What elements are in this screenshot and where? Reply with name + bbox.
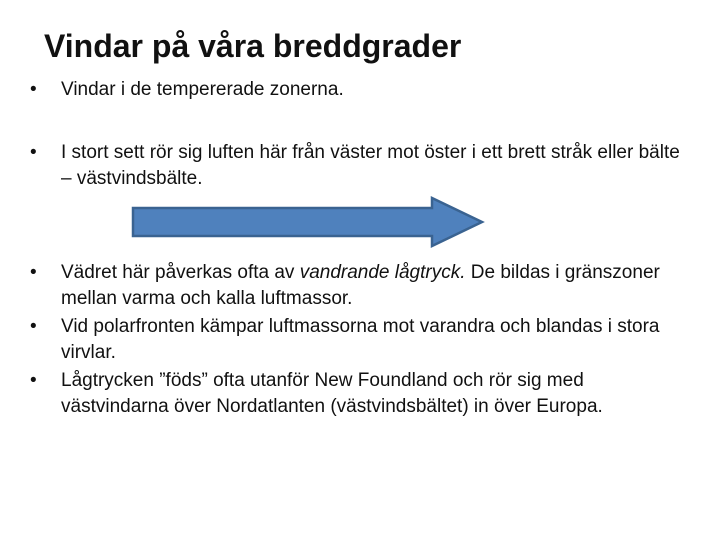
bullet-emphasis: vandrande lågtryck. xyxy=(299,262,466,283)
bullet-item: • Vindar i de tempererade zonerna. xyxy=(28,77,688,103)
bullet-list-top xyxy=(28,77,688,105)
bullet-item: • Lågtrycken ”föds” ofta utanför New Foundland och rör sig med västvindarna över Nordatlanten (västvindsbältet) in över Europa. xyxy=(28,368,688,420)
bullet-list-middle xyxy=(28,140,688,194)
bullet-item: • I stort sett rör sig luften här från väster mot öster i ett brett stråk eller bälte – västvindsbälte. xyxy=(28,140,688,192)
west-to-east-arrow-icon xyxy=(130,196,486,248)
bullet-text: De bildas i gränszoner mellan varma och kalla luftmassor. xyxy=(61,262,660,309)
slide-title: Vindar på våra breddgrader xyxy=(44,28,462,64)
bullet-item: • Vid polarfronten kämpar luftmassorna mot varandra och blandas i stora virvlar. xyxy=(28,314,688,366)
bullet-item xyxy=(28,260,688,312)
bullet-text: Vädret här påverkas ofta av xyxy=(61,262,300,283)
bullet-list-bottom xyxy=(28,260,688,422)
